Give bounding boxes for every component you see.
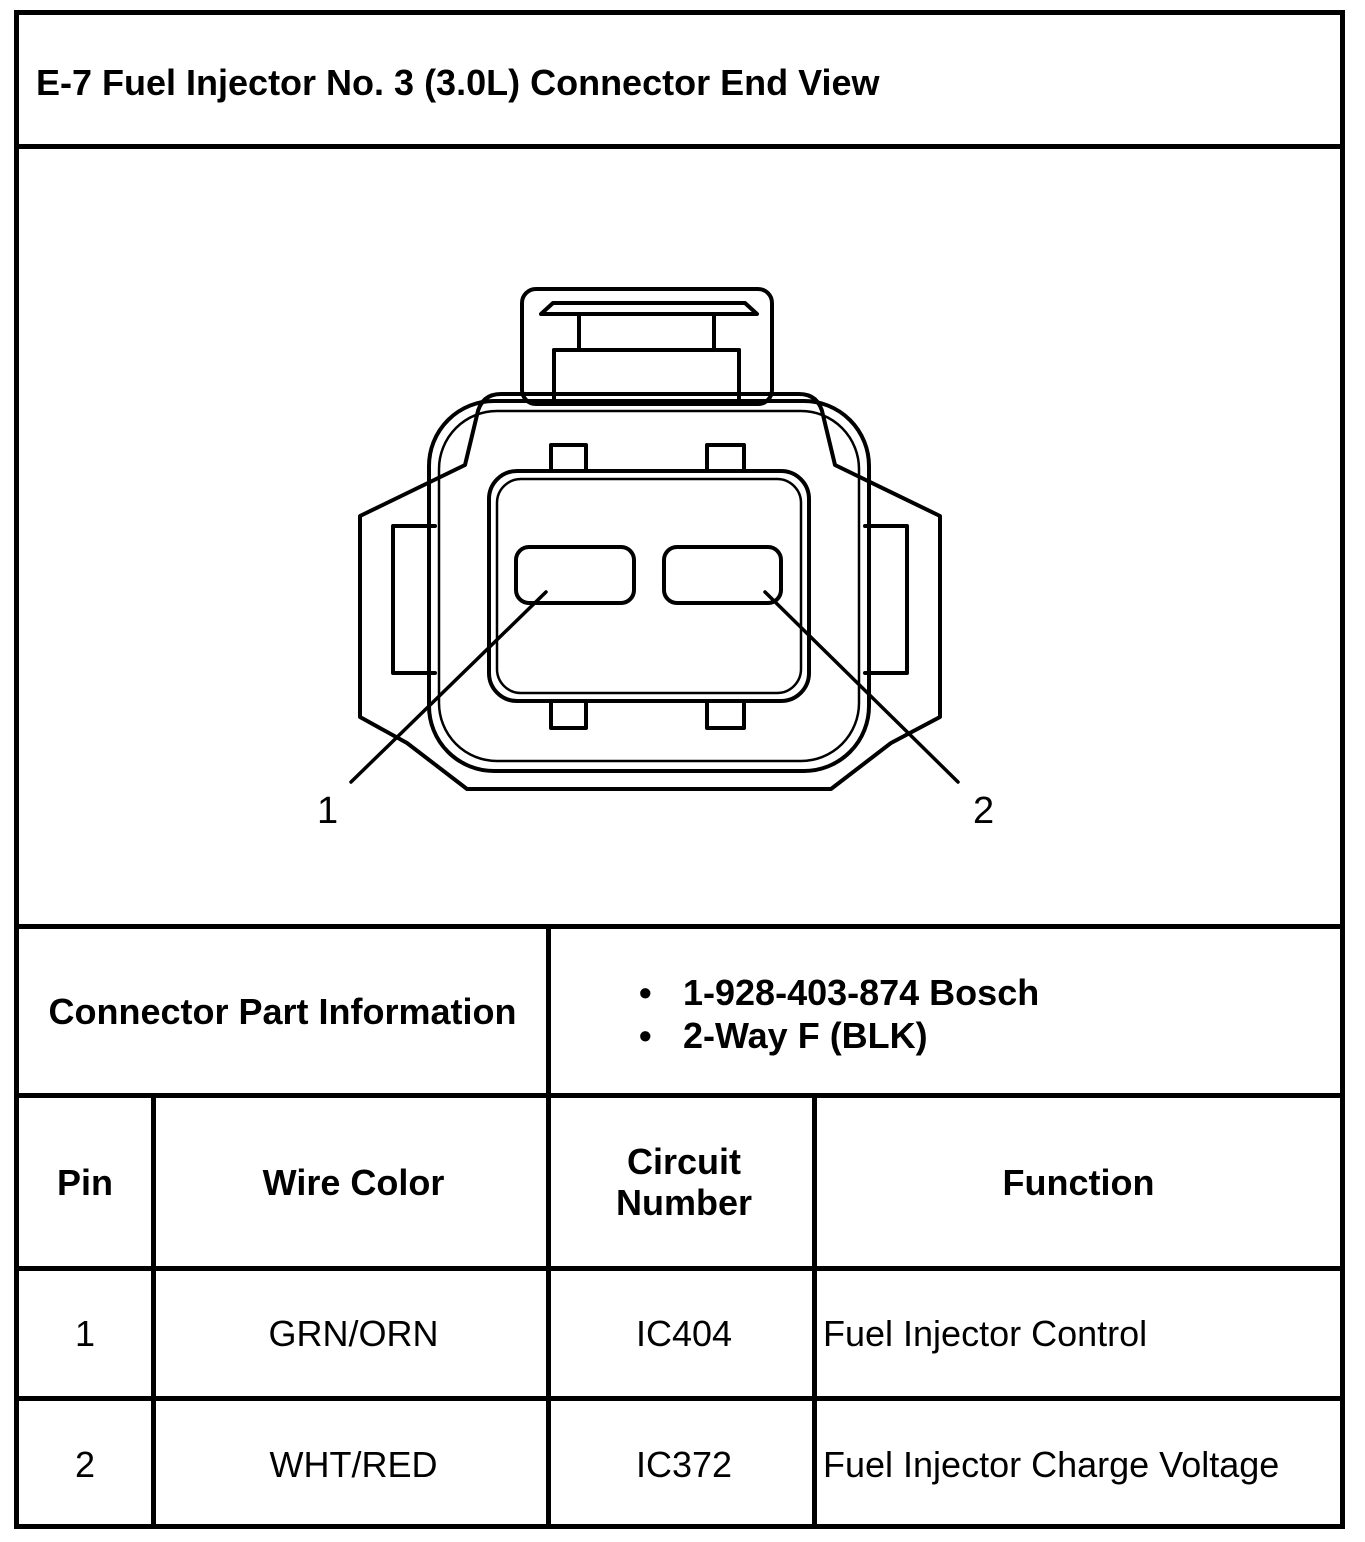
connector-part-number: 1-928-403-874 Bosch	[683, 972, 1040, 1013]
pin-2-cavity	[664, 547, 781, 603]
header-circuit-line1: Circuit	[626, 1141, 741, 1182]
header-pin: Pin	[56, 1161, 113, 1203]
header-wire-color: Wire Color	[151, 1098, 551, 1266]
bullet-icon: •	[639, 972, 652, 1013]
lock-ramp	[541, 303, 757, 314]
connector-drawing	[19, 149, 1340, 924]
pin-function: Fuel Injector Control	[812, 1271, 1340, 1396]
circuit-number: IC404	[546, 1271, 817, 1396]
header-function: Function	[812, 1098, 1340, 1266]
bullet-icon: •	[639, 1015, 652, 1056]
header-circuit-line2: Number	[615, 1182, 753, 1223]
key-bottom-right	[707, 701, 744, 728]
terminal-block-inner	[497, 479, 801, 693]
wire-color: WHT/RED	[151, 1401, 551, 1529]
connector-sheet	[14, 10, 1345, 1529]
key-top-right	[707, 445, 744, 471]
connector-end-view-diagram	[19, 149, 1340, 929]
pin-number: 1	[74, 1312, 96, 1354]
connector-type: 2-Way F (BLK)	[683, 1015, 928, 1056]
connector-part-item	[639, 971, 1039, 1014]
inner-shroud-outer	[429, 401, 869, 771]
table-row	[19, 1401, 1340, 1529]
right-latch-tab	[865, 526, 907, 673]
wire-color: GRN/ORN	[151, 1271, 551, 1396]
connector-part-info-label: Connector Part Information	[48, 991, 517, 1032]
table-row	[19, 1271, 1340, 1401]
page-title: E-7 Fuel Injector No. 3 (3.0L) Connector End View	[36, 62, 880, 103]
title-row	[19, 15, 1340, 149]
header-circuit-number	[546, 1098, 817, 1266]
inner-shroud-inner	[439, 411, 859, 761]
terminal-block-outer	[489, 471, 809, 701]
connector-part-info-label-cell	[19, 929, 551, 1093]
circuit-number: IC372	[546, 1401, 817, 1529]
pin-2-label: 2	[973, 790, 995, 832]
connector-part-info-list	[639, 971, 1039, 1057]
key-top-left	[551, 445, 586, 471]
table-header-row	[19, 1098, 1340, 1271]
pin-1-label: 1	[317, 790, 339, 832]
key-bottom-left	[551, 701, 586, 728]
pin-1-cavity	[516, 547, 634, 603]
connector-part-item	[639, 1014, 1039, 1057]
connector-part-info-row	[19, 929, 1340, 1098]
pin-number: 2	[74, 1444, 96, 1485]
pin-function: Fuel Injector Charge Voltage	[812, 1401, 1340, 1529]
lock-tab	[522, 289, 772, 404]
